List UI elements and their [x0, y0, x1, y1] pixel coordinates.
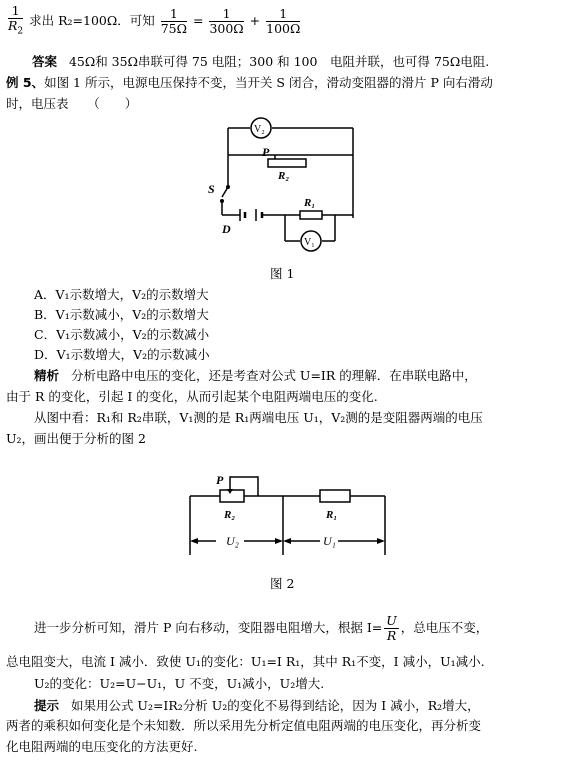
option-c: C．V₁示数减小，V₂的示数减小: [34, 327, 210, 342]
further-line-2: 总电阻变大，电流 I 减小．致使 U₁的变化：U₁=I R₁，其中 R₁不变，I 减小，U₁减小.: [6, 654, 485, 669]
fraction-1-over-100: $\frac{1}{100\Omega}$: [266, 5, 301, 36]
hint-line-2: 两者的乘积如何变化是个未知数．所以采用先分析定值电阻两端的电压变化，再分析变: [6, 718, 482, 733]
figure-1-caption: 图 1: [270, 266, 295, 281]
d-label: D: [222, 222, 231, 236]
analysis-line-1: [34, 368, 477, 384]
plus-sign: +: [249, 12, 261, 28]
hint-line-3: 化电阻两端的电压变化的方法更好.: [6, 739, 198, 754]
r2-label-2: R₂: [224, 509, 236, 521]
resistor-r1-icon: [320, 490, 350, 502]
analysis-line-4: U₂，画出便于分析的图 2: [6, 431, 146, 446]
resistor-r2-icon: [220, 490, 244, 502]
analysis-line-2: 由于 R 的变化，引起 I 的变化，从而引起某个电阻两端电压的变化.: [6, 389, 378, 404]
option-d: D．V₁示数增大，V₂的示数减小: [34, 347, 210, 362]
answer-text: 45Ω和 35Ω串联可得 75 电阻；300 和 100 电阻并联，也可得 75Ω电阻.: [68, 54, 490, 69]
analysis-line-3: 从图中看：R₁和 R₂串联，V₁测的是 R₁两端电压 U₁，V₂测的是变阻器两端的电压: [34, 410, 483, 425]
fraction-1-over-r2: $\frac{1}{R_2}$: [8, 3, 24, 37]
v2-label: V₂: [254, 124, 265, 135]
further-line-3: U₂的变化：U₂=U−U₁，U 不变，U₁减小，U₂增大.: [34, 676, 325, 691]
hint-text-1: 如果用公式 U₂=IR₂分析 U₂的变化不易得到结论，因为 I 减小，R₂增大，: [70, 698, 480, 713]
equals-sign: =: [192, 12, 204, 28]
further-line-1: 进一步分析可知，滑片 P 向右移动，变阻器电阻增大，根据 I= $\frac{U}{R}$ ，总电压不变，: [34, 613, 489, 643]
r1-label: R₁: [304, 197, 316, 209]
p-label-2: P: [216, 473, 224, 487]
analysis-text-1: 分析电路中电压的变化，还是考查对公式 U=IR 的理解．在串联电路中，: [70, 368, 477, 383]
battery-icon: [240, 209, 262, 221]
circuit-diagram-figure-2: [180, 465, 400, 565]
example-line-1: [6, 75, 493, 91]
v1-label: V₁: [304, 237, 315, 248]
switch-contact-icon: [220, 199, 224, 203]
option-a: A．V₁示数增大，V₂的示数增大: [34, 287, 209, 302]
figure-2-caption: 图 2: [270, 576, 295, 591]
u2-label: U₂: [226, 534, 239, 548]
option-b: B．V₁示数减小，V₂的示数增大: [34, 307, 209, 322]
hint-label: 提示: [34, 698, 60, 713]
example-text-1: 如图 1 所示，电源电压保持不变，当开关 S 闭合，滑动变阻器的滑片 P 向右滑动: [44, 75, 493, 90]
resistor-r1-icon: [300, 211, 322, 219]
answer-line: [32, 54, 489, 70]
fraction-1-over-75: $\frac{1}{75\Omega}$: [160, 5, 187, 36]
top-text-a: 求出 R₂=100Ω．可知: [29, 12, 155, 28]
fraction-1-over-r2-denominator: $R_2$: [8, 18, 24, 37]
u1-label: U₁: [323, 534, 336, 548]
s-label: S: [208, 182, 215, 196]
resistor-r2-icon: [268, 159, 306, 167]
switch-pivot-icon: [226, 185, 230, 189]
r1-label-2: R₁: [326, 509, 338, 521]
p-label: P: [262, 145, 270, 159]
fraction-u-over-r: $\frac{U}{R}$: [386, 613, 397, 643]
circuit-diagram-figure-1: [200, 115, 375, 265]
example-label: 例 5、: [6, 75, 45, 90]
analysis-label: 精析: [34, 368, 60, 383]
top-equation-line: [6, 4, 302, 39]
fraction-1-over-300: $\frac{1}{300\Omega}$: [209, 5, 244, 36]
example-line-2: 时，电压表 （ ）: [6, 96, 138, 111]
hint-line-1: [34, 698, 480, 714]
r2-label: R₂: [278, 170, 290, 182]
answer-label: 答案: [32, 54, 58, 69]
